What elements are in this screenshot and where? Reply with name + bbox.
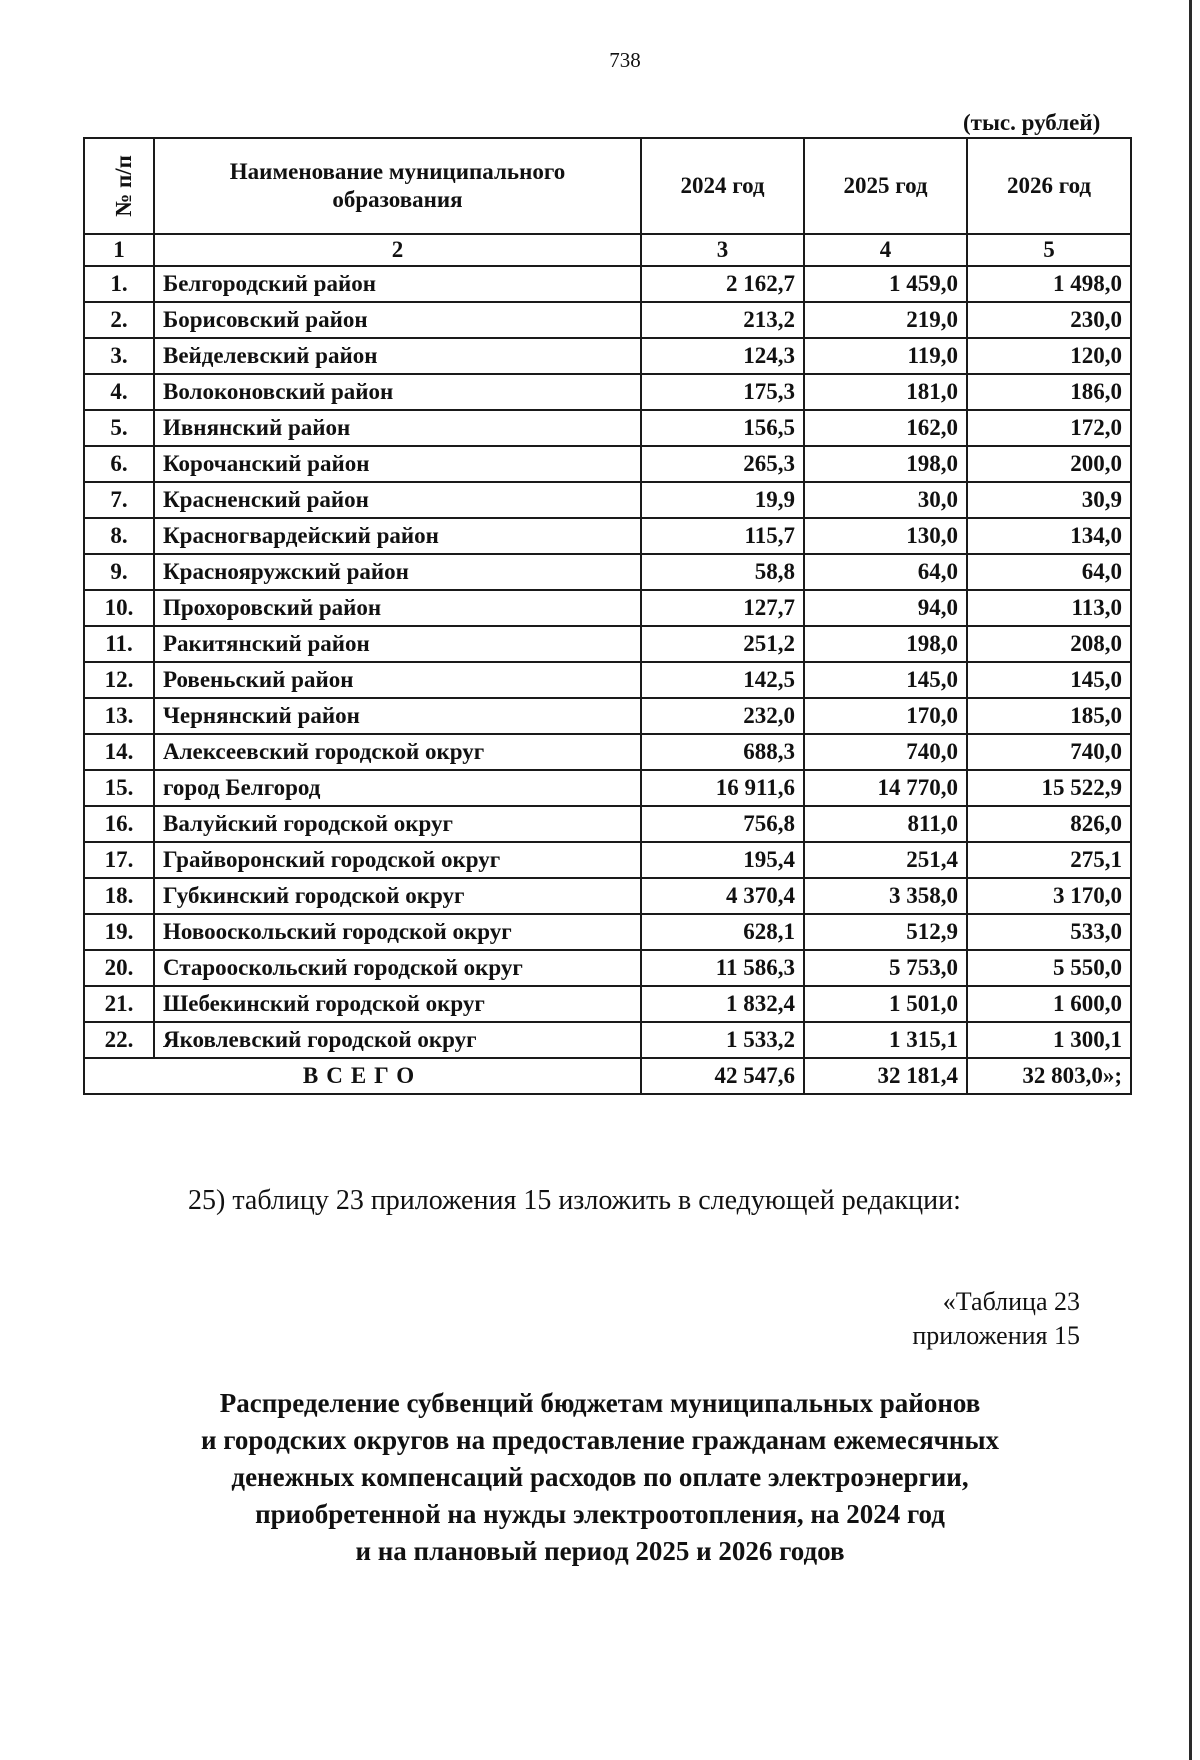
municipality-name: Красненский район (154, 482, 641, 518)
value-2026: 230,0 (967, 302, 1131, 338)
page-number: 738 (609, 48, 641, 72)
row-number: 15. (84, 770, 154, 806)
value-2024: 156,5 (641, 410, 804, 446)
header-2026: 2026 год (967, 138, 1131, 234)
table-caption (0, 1285, 1080, 1353)
value-2025: 740,0 (804, 734, 967, 770)
value-2026: 64,0 (967, 554, 1131, 590)
value-2025: 94,0 (804, 590, 967, 626)
value-2025: 811,0 (804, 806, 967, 842)
municipality-name: Ивнянский район (154, 410, 641, 446)
value-2026: 3 170,0 (967, 878, 1131, 914)
header-2024: 2024 год (641, 138, 804, 234)
municipality-name: Краснояружский район (154, 554, 641, 590)
value-2025: 3 358,0 (804, 878, 967, 914)
row-number: 22. (84, 1022, 154, 1058)
title-line: Распределение субвенций бюджетам муниципальных районов (219, 1388, 981, 1418)
row-number: 2. (84, 302, 154, 338)
value-2026: 740,0 (967, 734, 1131, 770)
table-row (84, 662, 1131, 698)
value-2026: 30,9 (967, 482, 1131, 518)
value-2024: 124,3 (641, 338, 804, 374)
value-2026: 208,0 (967, 626, 1131, 662)
value-2026: 1 498,0 (967, 266, 1131, 302)
caption-line: приложения 15 (912, 1321, 1080, 1350)
table-row (84, 590, 1131, 626)
header-2025: 2025 год (804, 138, 967, 234)
value-2024: 1 533,2 (641, 1022, 804, 1058)
municipality-name: Белгородский район (154, 266, 641, 302)
title-line: денежных компенсаций расходов по оплате электроэнергии, (231, 1462, 969, 1492)
value-2025: 145,0 (804, 662, 967, 698)
caption-line: «Таблица 23 (942, 1287, 1080, 1316)
table-row (84, 518, 1131, 554)
value-2025: 5 753,0 (804, 950, 967, 986)
value-2025: 162,0 (804, 410, 967, 446)
column-number: 1 (84, 234, 154, 266)
value-2024: 115,7 (641, 518, 804, 554)
value-2026: 186,0 (967, 374, 1131, 410)
value-2025: 1 459,0 (804, 266, 967, 302)
municipality-name: Волоконовский район (154, 374, 641, 410)
title-line: и на плановый период 2025 и 2026 годов (355, 1536, 845, 1566)
municipality-name: Яковлевский городской округ (154, 1022, 641, 1058)
title-line: и городских округов на предоставление гражданам ежемесячных (200, 1425, 1000, 1455)
table-row (84, 698, 1131, 734)
municipality-name: Ровеньский район (154, 662, 641, 698)
municipality-name: город Белгород (154, 770, 641, 806)
row-number: 17. (84, 842, 154, 878)
header-number: № п/п (84, 138, 154, 234)
value-2026: 134,0 (967, 518, 1131, 554)
value-2025: 251,4 (804, 842, 967, 878)
value-2026: 533,0 (967, 914, 1131, 950)
table-row (84, 842, 1131, 878)
table-row (84, 446, 1131, 482)
row-number: 13. (84, 698, 154, 734)
value-2025: 119,0 (804, 338, 967, 374)
table-row (84, 626, 1131, 662)
value-2024: 688,3 (641, 734, 804, 770)
value-2024: 142,5 (641, 662, 804, 698)
row-number: 5. (84, 410, 154, 446)
value-2026: 120,0 (967, 338, 1131, 374)
subsidy-table (83, 137, 1132, 1095)
table-row (84, 806, 1131, 842)
value-2024: 11 586,3 (641, 950, 804, 986)
value-2025: 170,0 (804, 698, 967, 734)
table-row (84, 410, 1131, 446)
value-2024: 628,1 (641, 914, 804, 950)
title-line: приобретенной на нужды электроотопления, на 2024 год (255, 1499, 945, 1529)
table-row (84, 266, 1131, 302)
municipality-name: Корочанский район (154, 446, 641, 482)
municipality-name: Чернянский район (154, 698, 641, 734)
municipality-name: Алексеевский городской округ (154, 734, 641, 770)
row-number: 11. (84, 626, 154, 662)
value-2025: 64,0 (804, 554, 967, 590)
value-2024: 2 162,7 (641, 266, 804, 302)
value-2024: 127,7 (641, 590, 804, 626)
table-row (84, 914, 1131, 950)
total-value-2024: 42 547,6 (641, 1058, 804, 1094)
value-2025: 219,0 (804, 302, 967, 338)
row-number: 20. (84, 950, 154, 986)
value-2026: 5 550,0 (967, 950, 1131, 986)
row-number: 6. (84, 446, 154, 482)
municipality-name: Валуйский городской округ (154, 806, 641, 842)
value-2026: 185,0 (967, 698, 1131, 734)
row-number: 12. (84, 662, 154, 698)
total-value-2025: 32 181,4 (804, 1058, 967, 1094)
value-2026: 172,0 (967, 410, 1131, 446)
row-number: 9. (84, 554, 154, 590)
municipality-name: Новооскольский городской округ (154, 914, 641, 950)
value-2024: 232,0 (641, 698, 804, 734)
row-number: 18. (84, 878, 154, 914)
municipality-name: Старооскольский городской округ (154, 950, 641, 986)
row-number: 16. (84, 806, 154, 842)
municipality-name: Грайворонский городской округ (154, 842, 641, 878)
table-row (84, 1022, 1131, 1058)
value-2024: 265,3 (641, 446, 804, 482)
value-2025: 181,0 (804, 374, 967, 410)
value-2024: 175,3 (641, 374, 804, 410)
total-value-2026: 32 803,0»; (967, 1058, 1131, 1094)
document-title (150, 1385, 1050, 1570)
value-2026: 1 300,1 (967, 1022, 1131, 1058)
value-2024: 195,4 (641, 842, 804, 878)
municipality-name: Вейделевский район (154, 338, 641, 374)
value-2025: 198,0 (804, 626, 967, 662)
total-row (84, 1058, 1131, 1094)
value-2024: 1 832,4 (641, 986, 804, 1022)
value-2025: 130,0 (804, 518, 967, 554)
table-row (84, 374, 1131, 410)
value-2024: 251,2 (641, 626, 804, 662)
table-row (84, 482, 1131, 518)
value-2024: 756,8 (641, 806, 804, 842)
value-2024: 4 370,4 (641, 878, 804, 914)
row-number: 7. (84, 482, 154, 518)
value-2026: 200,0 (967, 446, 1131, 482)
table-row (84, 770, 1131, 806)
value-2026: 275,1 (967, 842, 1131, 878)
value-2025: 30,0 (804, 482, 967, 518)
table-row (84, 338, 1131, 374)
row-number: 14. (84, 734, 154, 770)
table-row (84, 734, 1131, 770)
value-2024: 19,9 (641, 482, 804, 518)
column-number: 3 (641, 234, 804, 266)
header-name: Наименование муниципального образования (154, 138, 641, 234)
scan-edge-line (1189, 0, 1192, 1760)
value-2024: 16 911,6 (641, 770, 804, 806)
column-number: 2 (154, 234, 641, 266)
row-number: 3. (84, 338, 154, 374)
row-number: 19. (84, 914, 154, 950)
column-number: 5 (967, 234, 1131, 266)
column-numbers-row (84, 234, 1131, 266)
municipality-name: Красногвардейский район (154, 518, 641, 554)
table-row (84, 554, 1131, 590)
row-number: 4. (84, 374, 154, 410)
row-number: 10. (84, 590, 154, 626)
municipality-name: Шебекинский городской округ (154, 986, 641, 1022)
value-2025: 1 315,1 (804, 1022, 967, 1058)
municipality-name: Прохоровский район (154, 590, 641, 626)
value-2025: 512,9 (804, 914, 967, 950)
table-row (84, 878, 1131, 914)
table-row (84, 986, 1131, 1022)
value-2026: 1 600,0 (967, 986, 1131, 1022)
amendment-instruction: 25) таблицу 23 приложения 15 изложить в следующей редакции: (188, 1185, 961, 1216)
municipality-name: Ракитянский район (154, 626, 641, 662)
row-number: 21. (84, 986, 154, 1022)
value-2026: 145,0 (967, 662, 1131, 698)
municipality-name: Борисовский район (154, 302, 641, 338)
value-2026: 15 522,9 (967, 770, 1131, 806)
table-header-row (84, 138, 1131, 234)
municipality-name: Губкинский городской округ (154, 878, 641, 914)
table-row (84, 950, 1131, 986)
total-label: ВСЕГО (84, 1058, 641, 1094)
table-row (84, 302, 1131, 338)
column-number: 4 (804, 234, 967, 266)
row-number: 8. (84, 518, 154, 554)
value-2025: 14 770,0 (804, 770, 967, 806)
units-label: (тыс. рублей) (963, 110, 1101, 135)
value-2026: 826,0 (967, 806, 1131, 842)
row-number: 1. (84, 266, 154, 302)
value-2024: 213,2 (641, 302, 804, 338)
value-2026: 113,0 (967, 590, 1131, 626)
value-2025: 198,0 (804, 446, 967, 482)
value-2025: 1 501,0 (804, 986, 967, 1022)
value-2024: 58,8 (641, 554, 804, 590)
